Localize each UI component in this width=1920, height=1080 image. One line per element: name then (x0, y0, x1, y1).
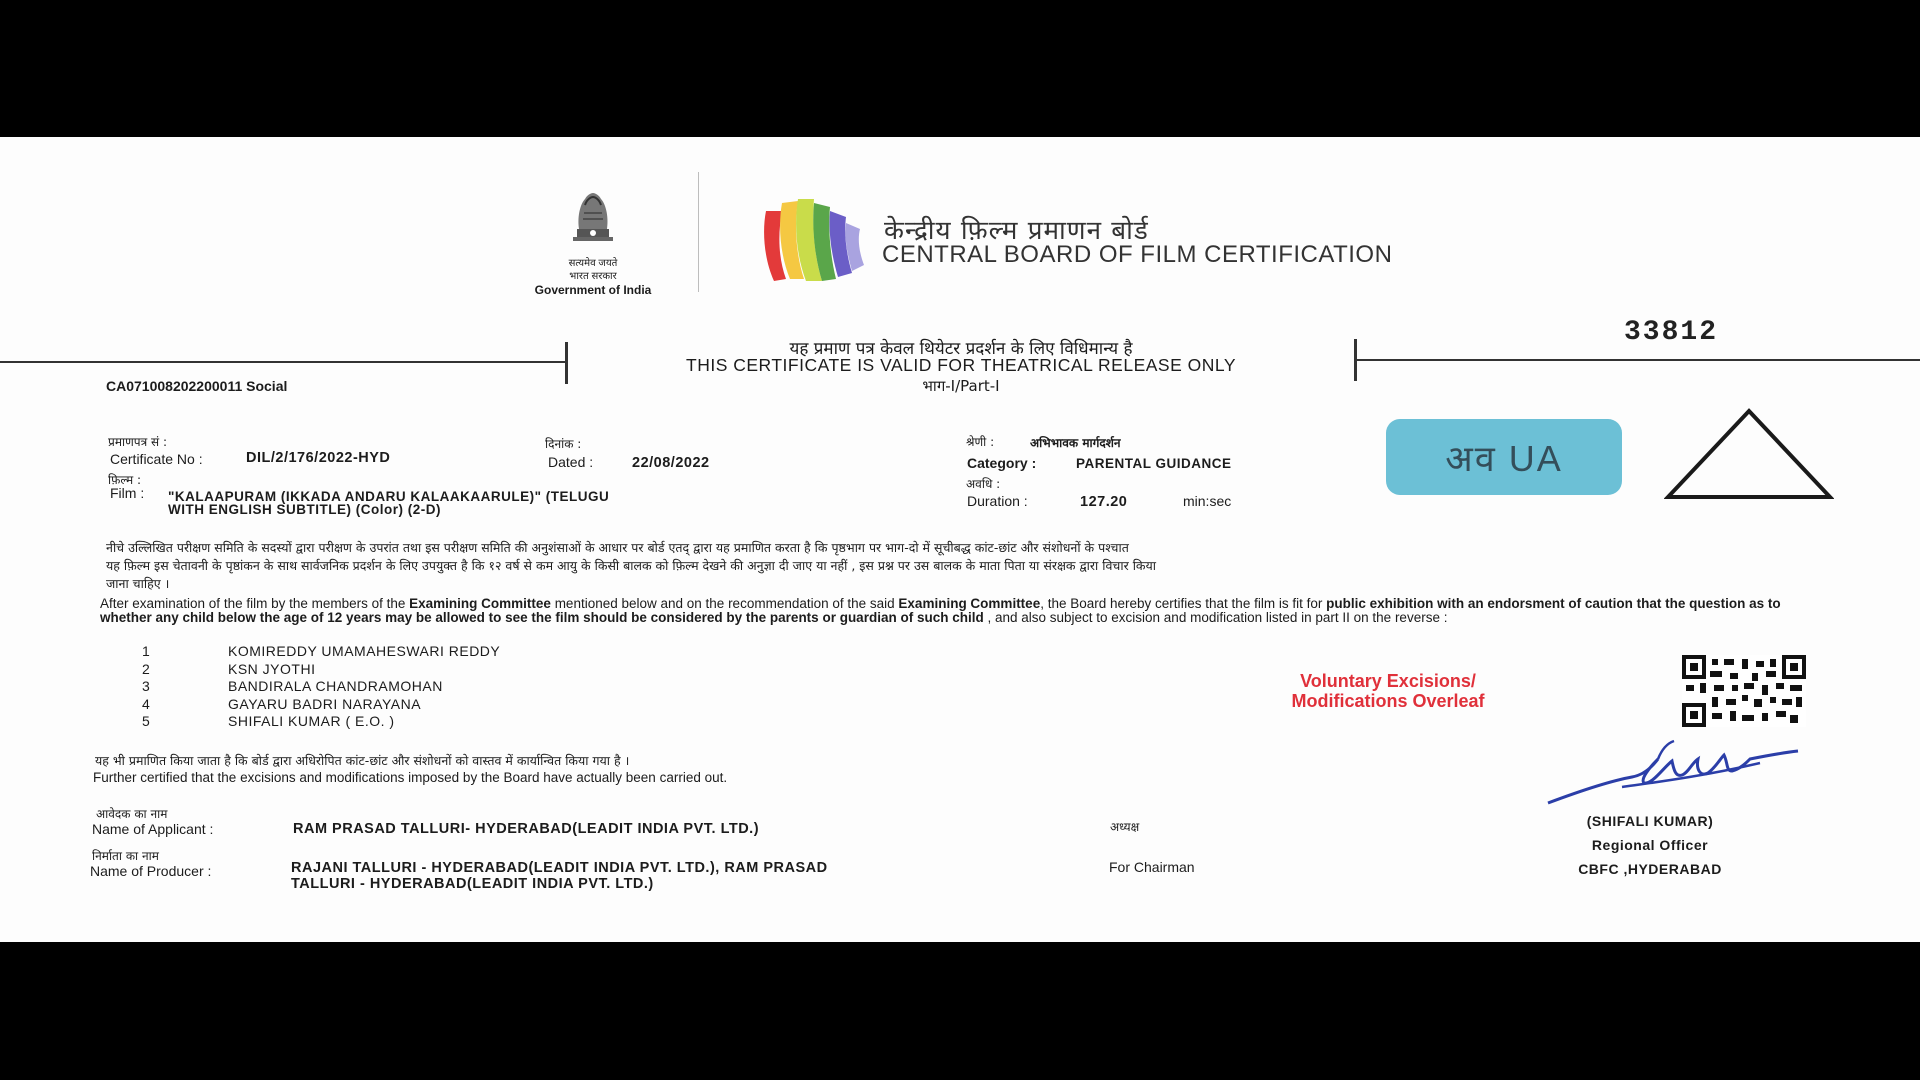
validity-text-hindi: यह प्रमाण पत्र केवल थियेटर प्रदर्शन के लिए विधिमान्य है (789, 339, 1133, 359)
validity-rule-right (1356, 359, 1920, 361)
national-emblem (528, 185, 658, 295)
member-number: 2 (142, 660, 151, 677)
certificate-page (0, 137, 1920, 942)
paragraph-text: mentioned below and on the recommendation of the said (550, 596, 899, 611)
serial-number: 33812 (1624, 317, 1719, 348)
date-label-hindi: दिनांक : (545, 437, 582, 451)
paragraph-bold-text: Examining Committee (409, 596, 551, 611)
board-name-english: CENTRAL BOARD OF FILM CERTIFICATION (882, 241, 1393, 268)
member-number: 1 (142, 643, 151, 659)
certificate-no-label: Certificate No : (110, 451, 203, 467)
hindi-paragraph-line: यह फ़िल्म इस चेतावनी के पृष्ठांकन के साथ सार्वजनिक प्रदर्शन के लिए उपयुक्त है कि १२ वर्ष से कम आयु के किसी बालक को फ़िल्म देखने की अनुज्ञा दी जाए या नहीं , इस प्रश्न पर उस बालक के माता पिता या संरक्षक द्वारा विचार किया (106, 558, 1157, 573)
producer-label: Name of Producer : (90, 863, 212, 879)
member-number: 3 (142, 678, 151, 694)
paragraph-bold-text: Examining Committee (898, 596, 1041, 611)
producer-value-line2: TALLURI - HYDERABAD(LEADIT INDIA PVT. LTD.) (291, 876, 654, 892)
applicant-label: Name of Applicant : (92, 821, 214, 837)
board-name-hindi: केन्द्रीय फ़िल्म प्रमाणन बोर्ड (884, 216, 1149, 246)
validity-text-english: THIS CERTIFICATE IS VALID FOR THEATRICAL RELEASE ONLY (686, 355, 1236, 375)
cbfc-logo (752, 181, 872, 291)
film-title-line2: WITH ENGLISH SUBTITLE) (Color) (2-D) (168, 502, 441, 517)
voluntary-excisions-stamp (1228, 671, 1548, 711)
duration-value: 127.20 (1080, 494, 1128, 510)
paragraph-text: , and also subject to excision and modification listed in part II on the reverse : (983, 610, 1448, 625)
category-label-hindi: श्रेणी : (966, 435, 995, 449)
film-label-hindi: फ़िल्म : (108, 473, 142, 487)
cbfc-logo-icon (752, 181, 872, 291)
ashoka-emblem-icon (563, 185, 623, 251)
ua-rating-badge: अव UA (1386, 419, 1622, 495)
government-label: Government of India (534, 283, 652, 297)
list-item (142, 678, 500, 696)
applicant-value: RAM PRASAD TALLURI- HYDERABAD(LEADIT INDIA PVT. LTD.) (293, 821, 760, 837)
triangle-symbol-icon (1664, 407, 1834, 503)
certificate-no-label-hindi: प्रमाणपत्र सं : (108, 435, 168, 449)
member-name: SHIFALI KUMAR ( E.O. ) (228, 713, 395, 729)
further-certified-english: Further certified that the excisions and modifications imposed by the Board have actually been carried out. (93, 770, 728, 785)
certification-paragraph-hindi (106, 539, 1796, 593)
paragraph-text: After examination of the film by the members of the (100, 596, 410, 611)
applicant-label-hindi: आवेदक का नाम (96, 807, 168, 821)
category-value-hindi: अभिभावक मार्गदर्शन (1030, 436, 1121, 450)
category-value: PARENTAL GUIDANCE (1076, 456, 1232, 471)
member-name: BANDIRALA CHANDRAMOHAN (228, 678, 443, 694)
member-number: 5 (142, 713, 151, 729)
hindi-paragraph-line: जाना चाहिए । (106, 576, 170, 591)
certification-paragraph-english (100, 597, 1800, 625)
date-label: Dated : (548, 454, 594, 470)
officer-signature (1540, 737, 1800, 807)
film-label: Film : (110, 485, 145, 501)
chairman-label: For Chairman (1109, 859, 1195, 875)
list-item (142, 696, 500, 714)
member-name: GAYARU BADRI NARAYANA (228, 695, 422, 712)
chairman-label-hindi: अध्यक्ष (1110, 820, 1140, 834)
stamp-line: Modifications Overleaf (1291, 691, 1485, 711)
producer-label-hindi: निर्माता का नाम (92, 849, 159, 863)
hindi-paragraph-line: नीचे उल्लिखित परीक्षण समिति के सदस्यों द्वारा परीक्षण के उपरांत तथा इस परीक्षण समिति की अनुशंसाओं के आधार पर बोर्ड एतद् द्वारा यह प्रमाणित करता है कि पृष्ठभाग पर भाग-दो में सूचीबद्ध कांट-छांट और संशोधनों के पश्चात (106, 540, 1129, 555)
date-value: 22/08/2022 (632, 455, 710, 471)
qr-code-icon (1682, 655, 1806, 727)
further-certified-hindi: यह भी प्रमाणित किया जाता है कि बोर्ड द्वारा अधिरोपित कांट-छांट और संशोधनों को वास्तव में कार्यान्वित किया गया है । (95, 753, 630, 768)
duration-unit: min:sec (1183, 493, 1232, 509)
paragraph-text: , the Board hereby certifies that the film is fit for (1040, 596, 1327, 611)
validity-part: भाग-I/Part-I (922, 377, 1000, 395)
officer-title: Regional Officer (1591, 837, 1709, 853)
member-number: 4 (142, 695, 151, 712)
list-item (142, 661, 500, 679)
reference-number: CA071008202200011 Social (106, 378, 288, 394)
duration-label: Duration : (967, 493, 1028, 509)
officer-name: (SHIFALI KUMAR) (1586, 813, 1714, 829)
header-divider (698, 172, 699, 292)
emblem-motto: सत्यमेव जयते (568, 258, 618, 269)
paragraph-bold-text: public exhibition with an endorsment of caution that the question as to whether any child below the age of 12 years may be allowed to see the film should be considered by the parents or guardian of such child (100, 596, 1781, 625)
category-label: Category : (967, 455, 1037, 471)
film-title-line1: "KALAAPURAM (IKKADA ANDARU KALAAKAARULE)" (TELUGU (168, 489, 610, 504)
list-item (142, 713, 500, 731)
committee-members-list (142, 643, 500, 731)
certificate-no-value: DIL/2/176/2022-HYD (246, 450, 391, 466)
stamp-line: Voluntary Excisions/ (1300, 671, 1476, 691)
list-item (142, 643, 500, 661)
duration-label-hindi: अवधि : (966, 477, 1001, 491)
emblem-country-hindi: भारत सरकार (569, 271, 617, 282)
validity-rule-left (0, 361, 566, 363)
officer-office: CBFC ,HYDERABAD (1578, 861, 1722, 877)
member-name: KSN JYOTHI (228, 660, 316, 677)
member-name: KOMIREDDY UMAMAHESWARI REDDY (228, 643, 501, 659)
producer-value-line1: RAJANI TALLURI - HYDERABAD(LEADIT INDIA PVT. LTD.), RAM PRASAD (291, 860, 828, 876)
